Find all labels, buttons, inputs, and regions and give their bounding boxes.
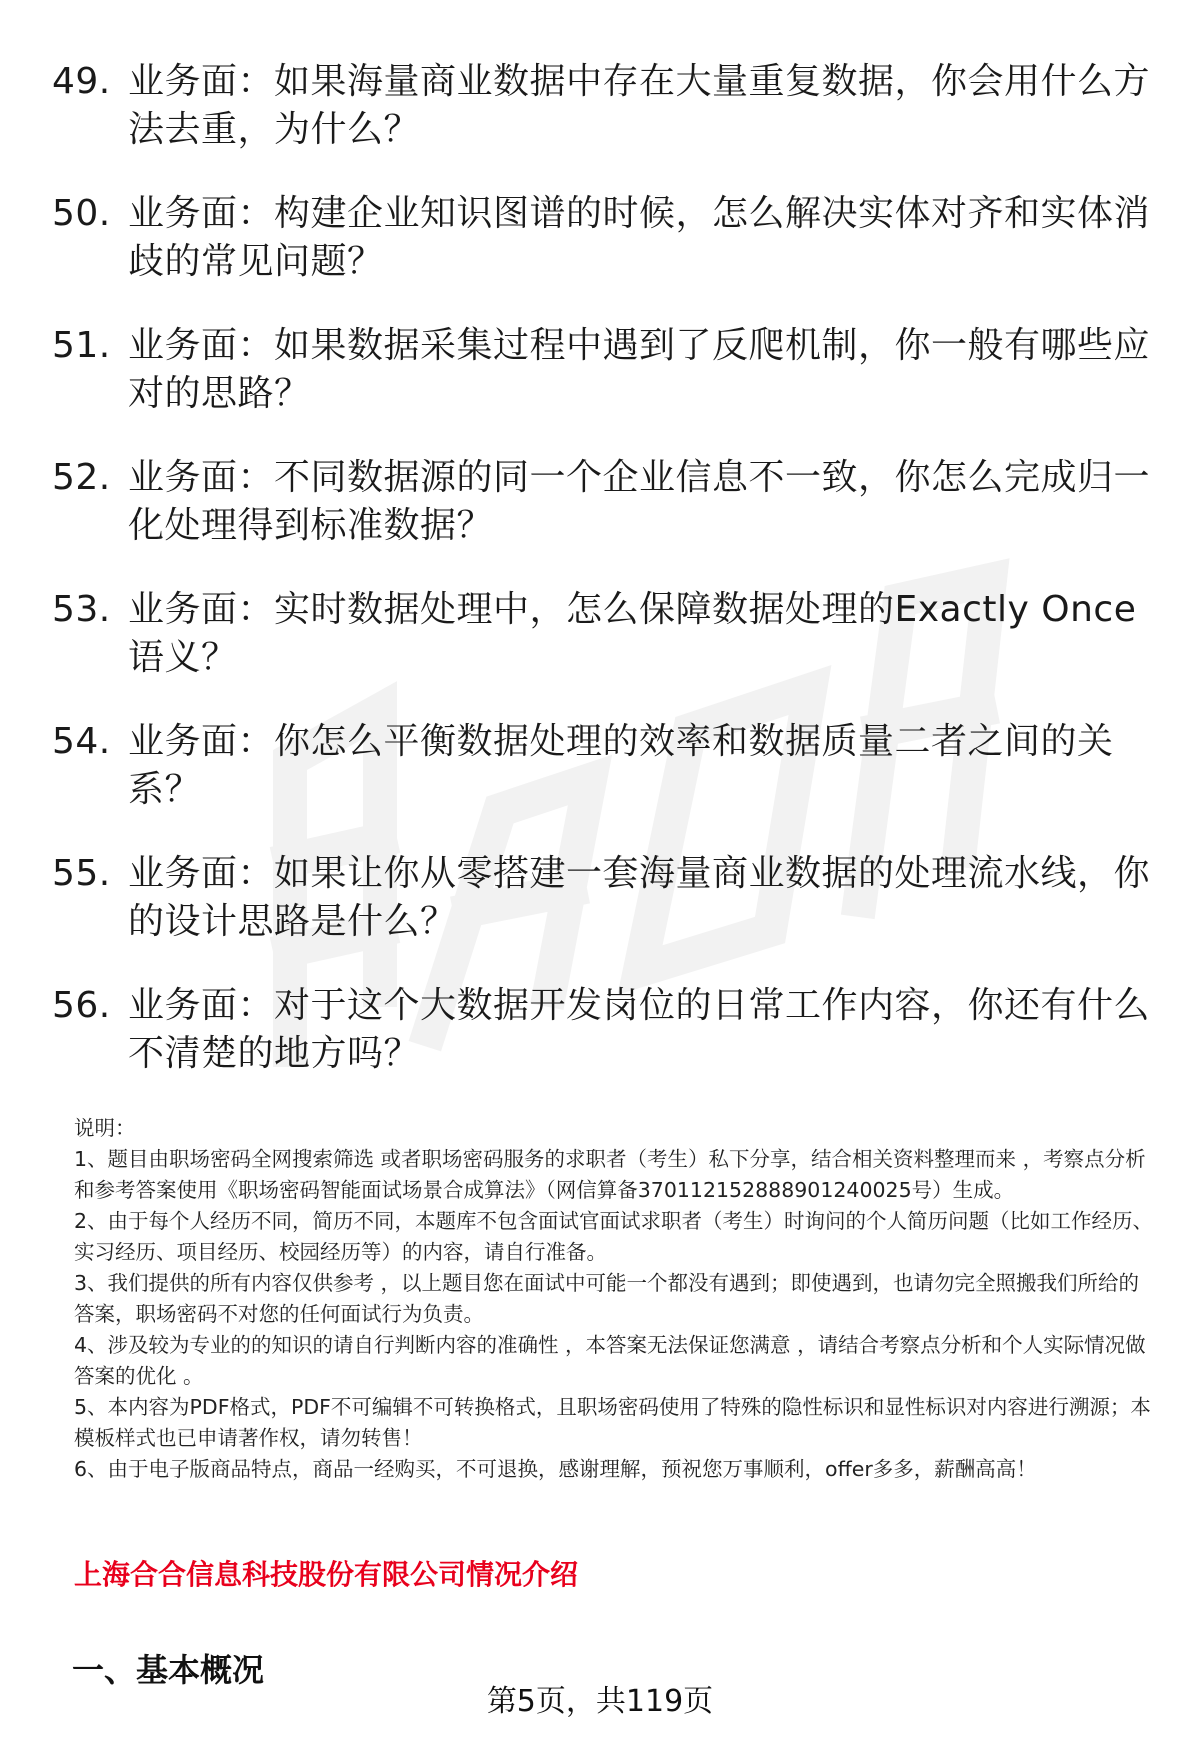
question-text: 业务面：构建企业知识图谱的时候，怎么解决实体对齐和实体消歧的常见问题？ <box>128 193 1151 282</box>
question-item <box>52 190 1152 286</box>
note-item: 5、本内容为PDF格式，PDF不可编辑不可转换格式，且职场密码使用了特殊的隐性标识和显性标识对内容进行溯源；本模板样式也已申请著作权，请勿转售！ <box>74 1395 1151 1450</box>
question-list <box>52 58 1152 1114</box>
question-text: 业务面：你怎么平衡数据处理的效率和数据质量二者之间的关系？ <box>128 721 1114 810</box>
question-item <box>52 718 1152 814</box>
question-text: 业务面：对于这个大数据开发岗位的日常工作内容，你还有什么不清楚的地方吗？ <box>128 985 1151 1074</box>
question-text: 业务面：如果让你从零搭建一套海量商业数据的处理流水线，你的设计思路是什么？ <box>128 853 1151 942</box>
note-item: 3、我们提供的所有内容仅供参考 ，以上题目您在面试中可能一个都没有遇到；即使遇到，也请勿完全照搬我们所给的答案，职场密码不对您的任何面试行为负责。 <box>74 1271 1140 1326</box>
notes-section <box>74 1113 1154 1485</box>
note-item: 6、由于电子版商品特点，商品一经购买，不可退换，感谢理解，预祝您万事顺利，offer多多，薪酬高高！ <box>74 1457 1037 1481</box>
note-item: 1、题目由职场密码全网搜索筛选 或者职场密码服务的求职者（考生）私下分享，结合相关资料整理而来 ，考察点分析和参考答案使用《职场密码智能面试场景合成算法》（网信算备370112152888901240025号）生成。 <box>74 1147 1146 1202</box>
page-footer: 第5页，共119页 <box>486 1684 714 1719</box>
question-item <box>52 322 1152 418</box>
question-text: 业务面：如果数据采集过程中遇到了反爬机制，你一般有哪些应对的思路？ <box>128 325 1151 414</box>
question-item <box>52 586 1152 682</box>
question-number: 55. <box>52 853 111 894</box>
question-number: 56. <box>52 985 111 1026</box>
question-number: 54. <box>52 721 111 762</box>
note-item: 2、由于每个人经历不同，简历不同，本题库不包含面试官面试求职者（考生）时询问的个人简历问题（比如工作经历、实习经历、项目经历、校园经历等）的内容，请自行准备。 <box>74 1209 1154 1264</box>
notes-title: 说明： <box>74 1116 136 1140</box>
question-number: 52. <box>52 457 111 498</box>
question-number: 53. <box>52 589 111 630</box>
question-number: 51. <box>52 325 111 366</box>
question-item <box>52 454 1152 550</box>
question-number: 50. <box>52 193 111 234</box>
note-item: 4、涉及较为专业的的知识的请自行判断内容的准确性 ，本答案无法保证您满意 ，请结合考察点分析和个人实际情况做答案的优化 。 <box>74 1333 1146 1388</box>
question-item <box>52 58 1152 154</box>
question-number: 49. <box>52 61 111 102</box>
question-text: 业务面：实时数据处理中，怎么保障数据处理的Exactly Once语义？ <box>128 589 1137 678</box>
section-heading: 一、基本概况 <box>72 1651 265 1689</box>
question-text: 业务面：如果海量商业数据中存在大量重复数据，你会用什么方法去重，为什么？ <box>128 61 1151 150</box>
company-title: 上海合合信息科技股份有限公司情况介绍 <box>74 1558 579 1591</box>
question-text: 业务面：不同数据源的同一个企业信息不一致，你怎么完成归一化处理得到标准数据？ <box>128 457 1151 546</box>
question-item <box>52 982 1152 1078</box>
question-item <box>52 850 1152 946</box>
